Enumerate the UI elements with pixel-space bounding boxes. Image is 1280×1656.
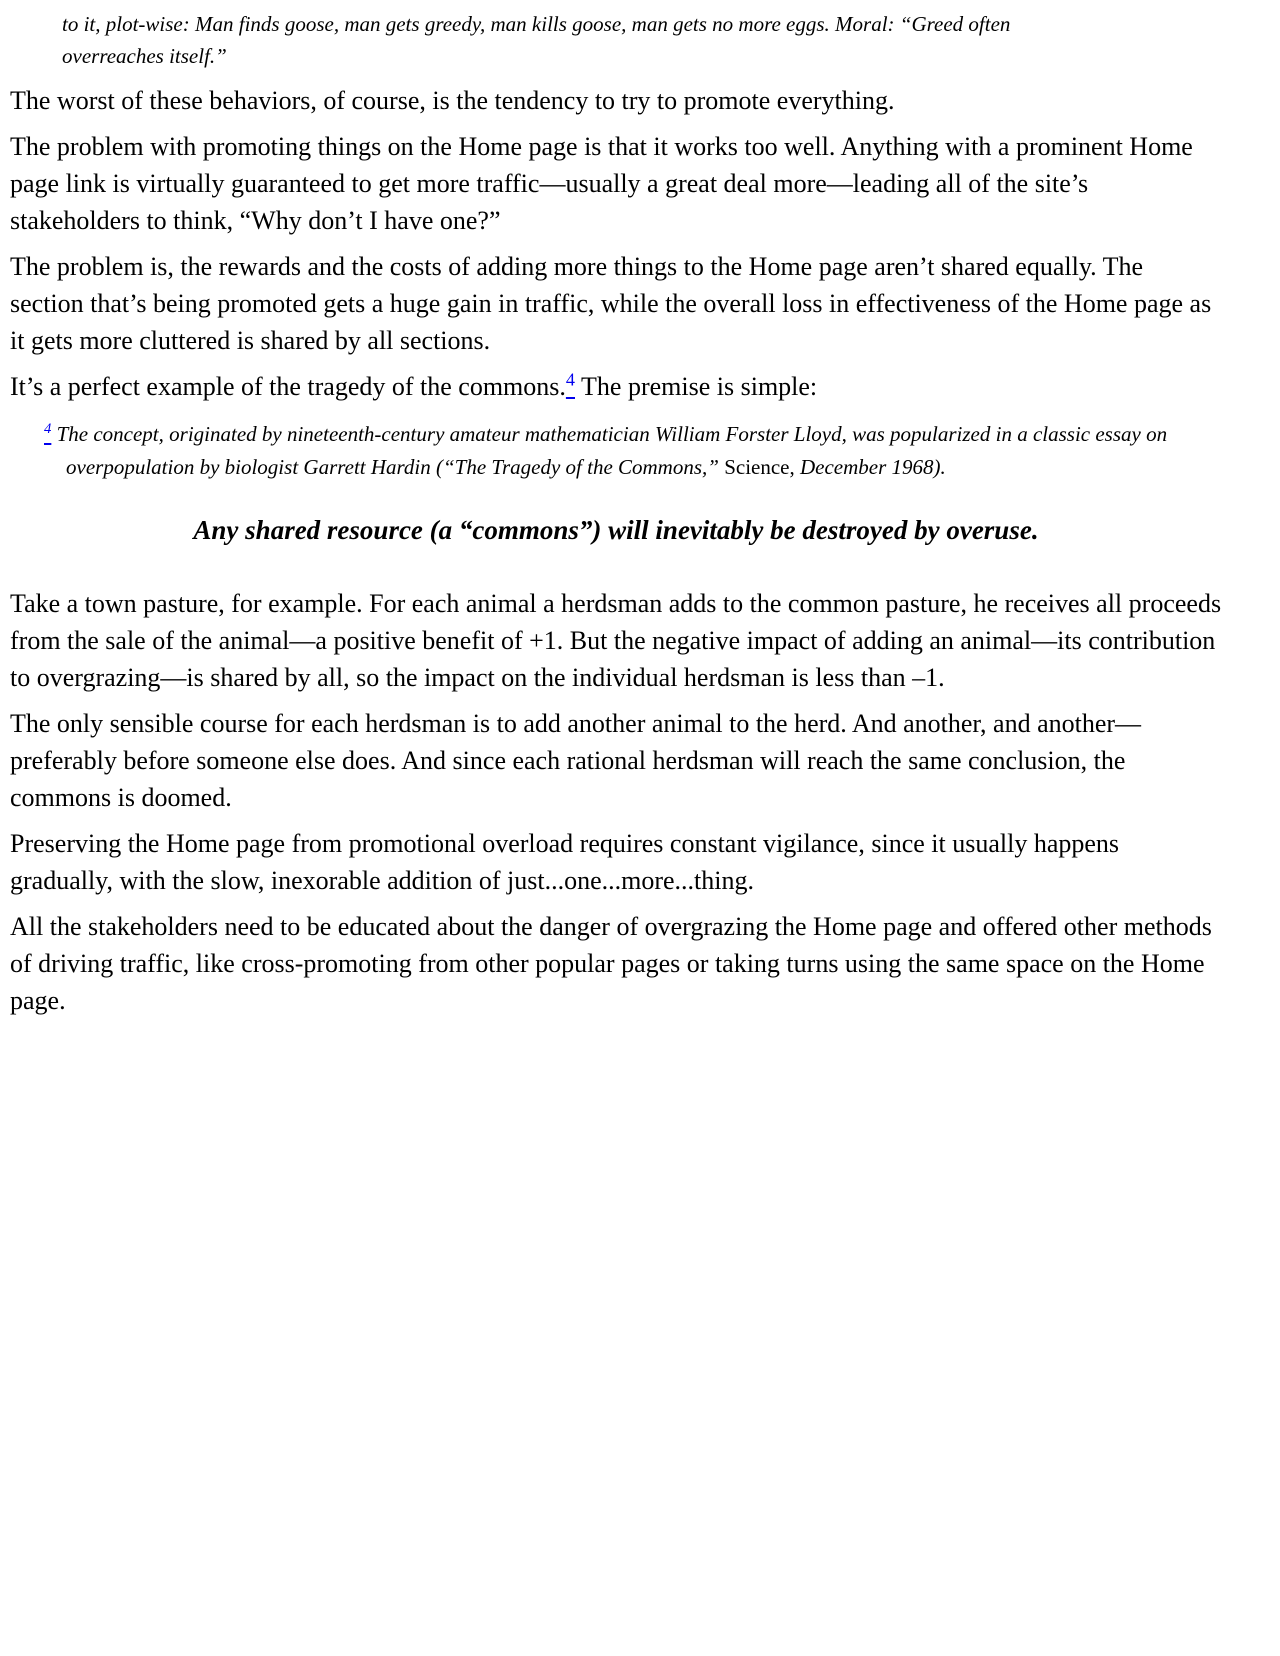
paragraph-preserving-home-page: Preserving the Home page from promotional overload requires constant vigilance, since it usually happens gradually, with the slow, inexorable addition of just...one...more...thing. [10, 829, 1120, 895]
paragraph-sensible-course: The only sensible course for each herdsman is to add another animal to the herd. And another, and another—preferably before someone else does. And since each rational herdsman will reach the same conclusion, the commons is doomed. [10, 709, 1142, 812]
paragraph-tragedy-of-commons [10, 368, 1222, 405]
paragraph-worst-behaviors: The worst of these behaviors, of course, is the tendency to try to promote everything. [10, 86, 895, 115]
paragraph-problem-promoting: The problem with promoting things on the Home page is that it works too well. Anything with a prominent Home page link is virtually guaranteed to get more traffic—usually a great deal more—leading all of the site’s stakeholders to think, “Why don’t I have one?” [10, 132, 1193, 235]
footnote-text-end: December 1968). [794, 455, 946, 479]
footnote-marker-link[interactable] [44, 422, 51, 446]
paragraph-stakeholders-educated: All the stakeholders need to be educated about the danger of overgrazing the Home page and offered other methods of driving traffic, like cross-promoting from other popular pages or taking turns using the same space on the Home page. [10, 912, 1212, 1015]
paragraph-town-pasture: Take a town pasture, for example. For each animal a herdsman adds to the common pasture, he receives all proceeds from the sale of the animal—a positive benefit of +1. But the negative impact of adding an animal—its contribution to overgrazing—is shared by all, so the impact on the individual herdsman is less than –1. [10, 589, 1222, 692]
footnote-journal-name: Science, [724, 455, 795, 479]
commons-axiom-quote: Any shared resource (a “commons”) will inevitably be destroyed by overuse. [193, 515, 1039, 545]
footnote-ref-number: 4 [565, 369, 575, 390]
footnote-ref-link[interactable] [565, 369, 575, 401]
tragedy-text-after-ref: The premise is simple: [575, 372, 818, 401]
footnote-text: The concept, originated by nineteenth-century amateur mathematician William Forster Lloyd, was popularized in a classic essay on overpopulation by biologist Garrett Hardin (“The Tragedy of the Commons,” [56, 422, 1168, 479]
paragraph-problem-rewards: The problem is, the rewards and the costs of adding more things to the Home page aren’t shared equally. The section that’s being promoted gets a huge gain in traffic, while the overall loss in effectiveness of the Home page as it gets more cluttered is shared by all sections. [10, 252, 1212, 355]
footnote-marker-number: 4 [44, 421, 52, 437]
footnote-block [44, 418, 1182, 484]
tragedy-text-before-ref: It’s a perfect example of the tragedy of the commons. [10, 372, 566, 401]
footnote-continuation-note: to it, plot-wise: Man finds goose, man gets greedy, man kills goose, man gets no more eggs. Moral: “Greed often overreaches itself.” [62, 12, 1011, 68]
